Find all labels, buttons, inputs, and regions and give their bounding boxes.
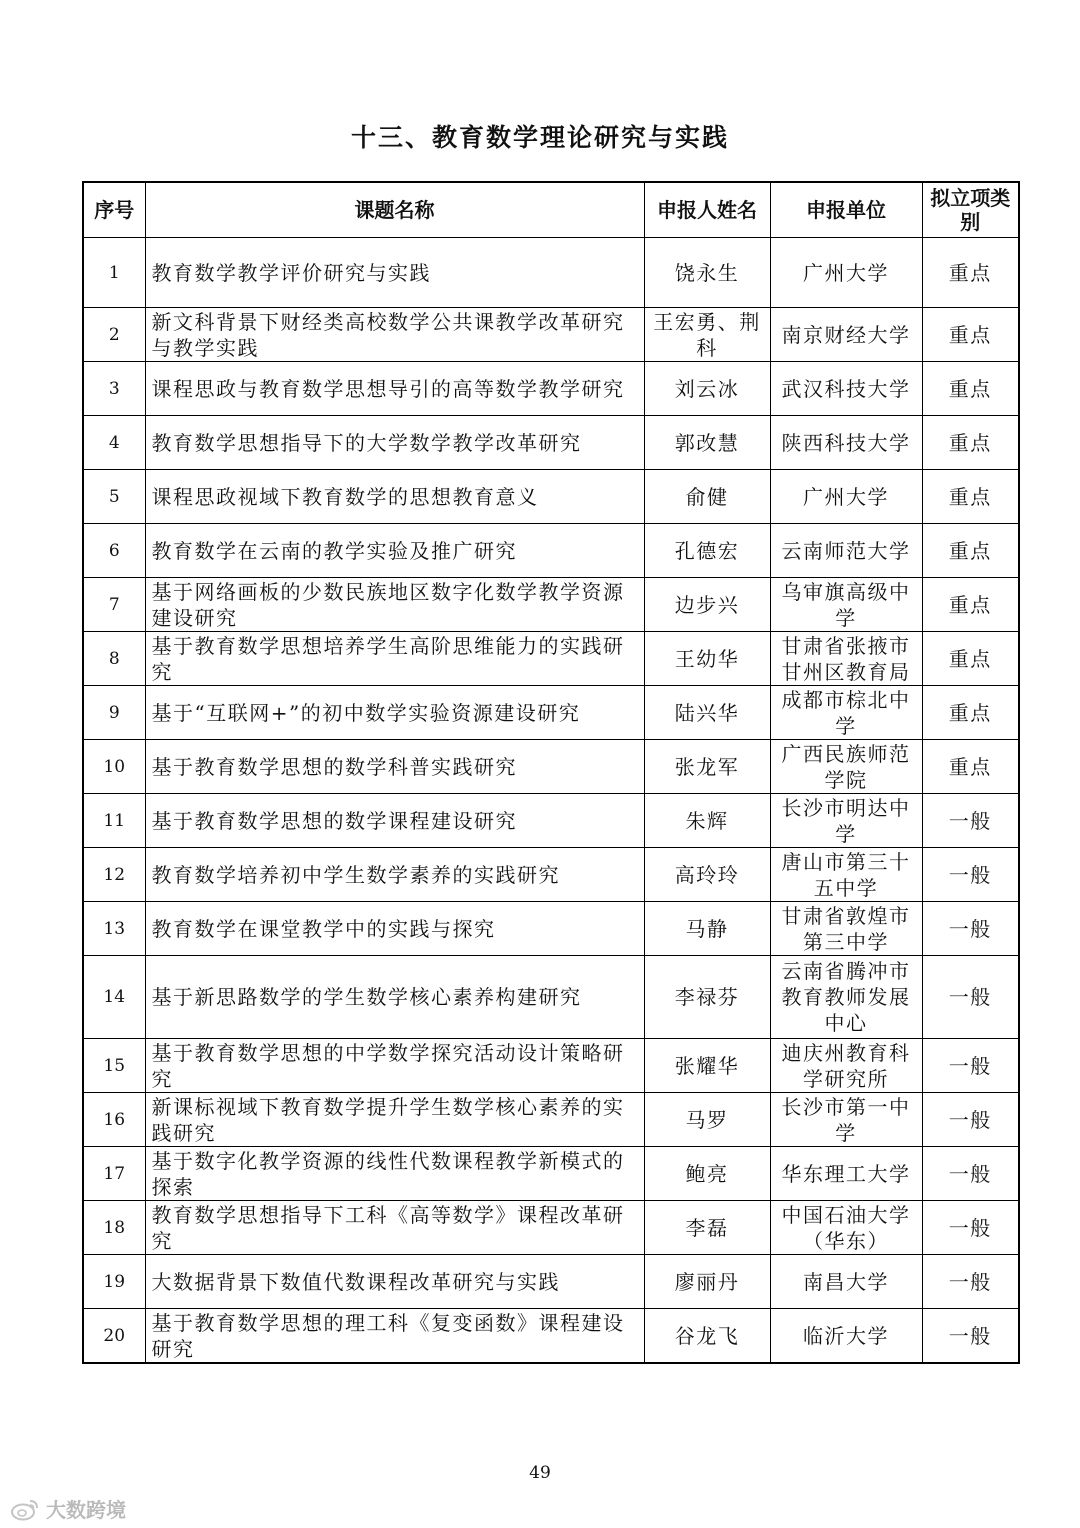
table-row	[83, 1147, 1019, 1201]
cell-unit: 云南省腾冲市教育教师发展中心	[770, 956, 922, 1039]
cell-no: 19	[83, 1255, 145, 1309]
cell-unit: 甘肃省张掖市甘州区教育局	[770, 632, 922, 686]
cell-person: 王幼华	[644, 632, 770, 686]
cell-unit: 南昌大学	[770, 1255, 922, 1309]
cell-unit: 南京财经大学	[770, 308, 922, 362]
cell-no: 7	[83, 578, 145, 632]
table-row	[83, 686, 1019, 740]
cell-no: 10	[83, 740, 145, 794]
cell-unit: 成都市棕北中学	[770, 686, 922, 740]
cell-category: 一般	[922, 794, 1019, 848]
cell-category: 重点	[922, 686, 1019, 740]
table-row	[83, 956, 1019, 1039]
header-person: 申报人姓名	[644, 182, 770, 238]
cell-unit: 华东理工大学	[770, 1147, 922, 1201]
cell-category: 重点	[922, 578, 1019, 632]
cell-unit: 甘肃省敦煌市第三中学	[770, 902, 922, 956]
cell-title: 基于教育数学思想的数学科普实践研究	[145, 740, 644, 794]
header-title: 课题名称	[145, 182, 644, 238]
cell-title: 基于数字化教学资源的线性代数课程教学新模式的探索	[145, 1147, 644, 1201]
cell-category: 一般	[922, 1255, 1019, 1309]
table-row	[83, 632, 1019, 686]
cell-person: 边步兴	[644, 578, 770, 632]
cell-person: 廖丽丹	[644, 1255, 770, 1309]
cell-title: 教育数学思想指导下的大学数学教学改革研究	[145, 416, 644, 470]
cell-no: 16	[83, 1093, 145, 1147]
table-row	[83, 1201, 1019, 1255]
header-unit: 申报单位	[770, 182, 922, 238]
table-row	[83, 1309, 1019, 1364]
watermark	[10, 1494, 126, 1523]
cell-title: 新文科背景下财经类高校数学公共课教学改革研究与教学实践	[145, 308, 644, 362]
cell-person: 朱辉	[644, 794, 770, 848]
cell-unit: 唐山市第三十五中学	[770, 848, 922, 902]
cell-unit: 广州大学	[770, 470, 922, 524]
cell-person: 郭改慧	[644, 416, 770, 470]
cell-no: 13	[83, 902, 145, 956]
table-row	[83, 902, 1019, 956]
cell-no: 3	[83, 362, 145, 416]
cell-category: 一般	[922, 1039, 1019, 1093]
cell-person: 张龙军	[644, 740, 770, 794]
cell-no: 8	[83, 632, 145, 686]
cell-category: 一般	[922, 1147, 1019, 1201]
cell-category: 重点	[922, 524, 1019, 578]
cell-category: 一般	[922, 848, 1019, 902]
cell-no: 5	[83, 470, 145, 524]
cell-title: 基于教育数学思想培养学生高阶思维能力的实践研究	[145, 632, 644, 686]
header-no: 序号	[83, 182, 145, 238]
cell-category: 一般	[922, 956, 1019, 1039]
cell-person: 张耀华	[644, 1039, 770, 1093]
cell-category: 一般	[922, 902, 1019, 956]
cell-title: 基于教育数学思想的数学课程建设研究	[145, 794, 644, 848]
cell-title: 教育数学在云南的教学实验及推广研究	[145, 524, 644, 578]
cell-person: 谷龙飞	[644, 1309, 770, 1364]
table-row	[83, 470, 1019, 524]
cell-unit: 云南师范大学	[770, 524, 922, 578]
cell-unit: 广西民族师范学院	[770, 740, 922, 794]
cell-unit: 陕西科技大学	[770, 416, 922, 470]
table-row	[83, 1039, 1019, 1093]
table-row	[83, 524, 1019, 578]
cell-no: 14	[83, 956, 145, 1039]
cell-category: 一般	[922, 1201, 1019, 1255]
cell-unit: 武汉科技大学	[770, 362, 922, 416]
cell-no: 1	[83, 238, 145, 308]
project-table	[82, 181, 1020, 1364]
cell-unit: 长沙市第一中学	[770, 1093, 922, 1147]
cell-title: 基于教育数学思想的中学数学探究活动设计策略研究	[145, 1039, 644, 1093]
cell-no: 17	[83, 1147, 145, 1201]
cell-unit: 长沙市明达中学	[770, 794, 922, 848]
cell-person: 李禄芬	[644, 956, 770, 1039]
cell-category: 重点	[922, 740, 1019, 794]
cell-title: 大数据背景下数值代数课程改革研究与实践	[145, 1255, 644, 1309]
cell-title: 新课标视域下教育数学提升学生数学核心素养的实践研究	[145, 1093, 644, 1147]
cell-person: 李磊	[644, 1201, 770, 1255]
cell-no: 20	[83, 1309, 145, 1364]
cell-person: 鲍亮	[644, 1147, 770, 1201]
cell-category: 重点	[922, 632, 1019, 686]
cell-no: 4	[83, 416, 145, 470]
cell-no: 18	[83, 1201, 145, 1255]
cell-category: 重点	[922, 238, 1019, 308]
cell-category: 重点	[922, 416, 1019, 470]
header-category: 拟立项类别	[922, 182, 1019, 238]
cell-person: 陆兴华	[644, 686, 770, 740]
table-row	[83, 308, 1019, 362]
cell-person: 俞健	[644, 470, 770, 524]
cell-category: 一般	[922, 1309, 1019, 1364]
cell-person: 刘云冰	[644, 362, 770, 416]
page-title: 十三、教育数学理论研究与实践	[350, 123, 729, 152]
table-row	[83, 1255, 1019, 1309]
table-row	[83, 848, 1019, 902]
table-row	[83, 1093, 1019, 1147]
table-header-row	[83, 182, 1019, 238]
cell-unit: 中国石油大学（华东）	[770, 1201, 922, 1255]
table-row	[83, 578, 1019, 632]
table-row	[83, 416, 1019, 470]
cell-category: 重点	[922, 362, 1019, 416]
cell-no: 12	[83, 848, 145, 902]
cell-title: 课程思政视域下教育数学的思想教育意义	[145, 470, 644, 524]
cell-category: 重点	[922, 308, 1019, 362]
cell-title: 教育数学思想指导下工科《高等数学》课程改革研究	[145, 1201, 644, 1255]
cell-unit: 迪庆州教育科学研究所	[770, 1039, 922, 1093]
cell-no: 15	[83, 1039, 145, 1093]
cell-no: 6	[83, 524, 145, 578]
cell-unit: 广州大学	[770, 238, 922, 308]
cell-title: 基于新思路数学的学生数学核心素养构建研究	[145, 956, 644, 1039]
cell-unit: 临沂大学	[770, 1309, 922, 1364]
table-row	[83, 238, 1019, 308]
table-body	[83, 238, 1019, 1364]
cell-no: 11	[83, 794, 145, 848]
cell-person: 马静	[644, 902, 770, 956]
cell-person: 高玲玲	[644, 848, 770, 902]
cell-title: 教育数学培养初中学生数学素养的实践研究	[145, 848, 644, 902]
cell-title: 教育数学教学评价研究与实践	[145, 238, 644, 308]
table-row	[83, 740, 1019, 794]
cell-title: 课程思政与教育数学思想导引的高等数学教学研究	[145, 362, 644, 416]
page-number: 49	[529, 1463, 551, 1483]
table-row	[83, 794, 1019, 848]
cell-category: 一般	[922, 1093, 1019, 1147]
cell-person: 马罗	[644, 1093, 770, 1147]
cell-title: 基于网络画板的少数民族地区数字化数学教学资源建设研究	[145, 578, 644, 632]
watermark-text: 大数跨境	[46, 1498, 126, 1522]
cell-title: 基于“互联网+”的初中数学实验资源建设研究	[145, 686, 644, 740]
cell-person: 王宏勇、荆科	[644, 308, 770, 362]
cell-category: 重点	[922, 470, 1019, 524]
cell-unit: 乌审旗高级中学	[770, 578, 922, 632]
weibo-icon	[10, 1497, 40, 1521]
cell-person: 饶永生	[644, 238, 770, 308]
cell-no: 2	[83, 308, 145, 362]
cell-person: 孔德宏	[644, 524, 770, 578]
table-row	[83, 362, 1019, 416]
cell-no: 9	[83, 686, 145, 740]
cell-title: 基于教育数学思想的理工科《复变函数》课程建设研究	[145, 1309, 644, 1364]
cell-title: 教育数学在课堂教学中的实践与探究	[145, 902, 644, 956]
